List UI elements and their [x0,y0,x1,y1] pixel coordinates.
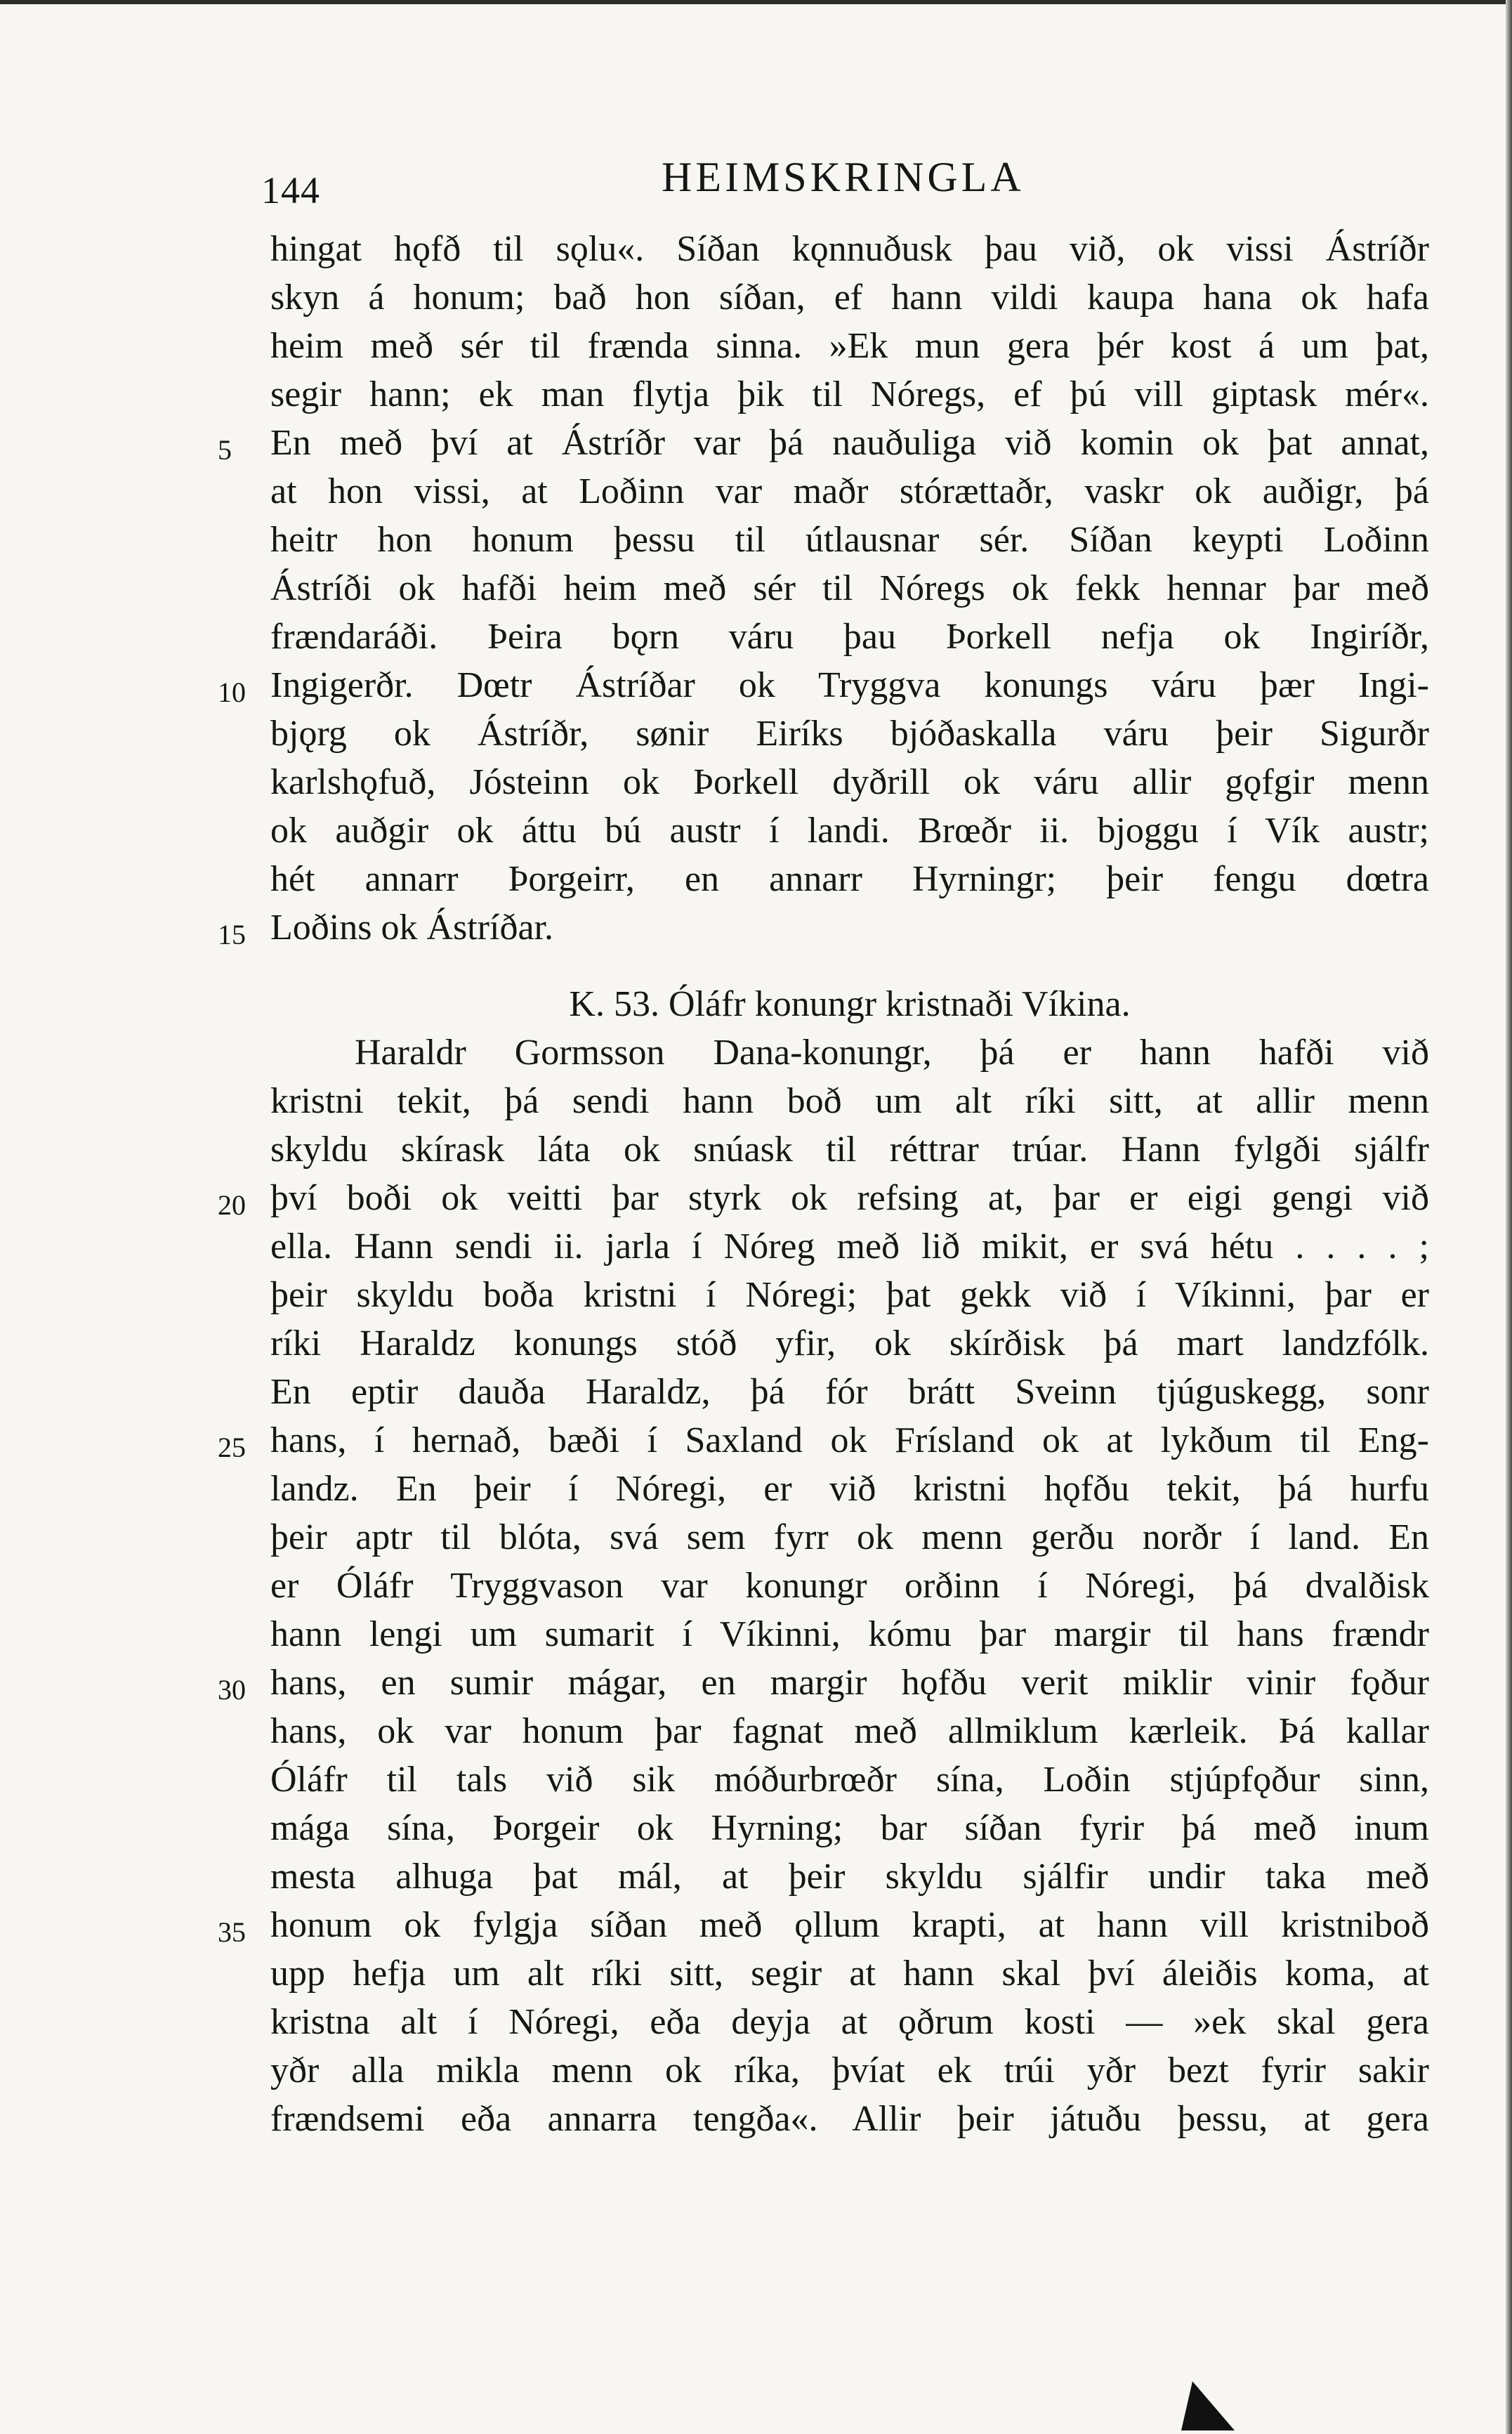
text-line [218,1901,1429,1949]
line-text: þeir skyldu boða kristni í Nóregi; þat gekk við í Víkinni, þar er [270,1275,1429,1315]
text-line [270,1125,1429,1174]
text-line [270,1271,1429,1319]
text-line [270,2046,1429,2095]
line-text: hans, í hernað, bæði í Saxland ok Frísland ok at lykðum til Eng- [270,1420,1429,1460]
text-line [270,855,1429,903]
line-text: En eptir dauða Haraldz, þá fór brátt Sveinn tjúguskegg, sonr [270,1372,1429,1412]
text-line [270,1465,1429,1513]
line-number: 35 [218,1916,246,1948]
line-text: bjǫrg ok Ástríðr, sønir Eiríks bjóðaskalla váru þeir Sigurðr [270,714,1429,754]
text-line [270,1222,1429,1271]
bookmark-ribbon-mark [1181,2381,1235,2430]
chapter-heading-text: K. 53. Óláfr konungr kristnaði Víkina. [569,984,1131,1024]
line-text: frændsemi eða annarra tengða«. Allir þeir játuðu þessu, at gera [270,2099,1429,2139]
line-number: 15 [218,919,246,950]
line-text: En með því at Ástríðr var þá nauðuliga við komin ok þat annat, [270,423,1429,463]
line-text: heitr hon honum þessu til útlausnar sér. Síðan keypti Loðinn [270,520,1429,560]
text-line [270,1852,1429,1901]
line-text: yðr alla mikla menn ok ríka, þvíat ek trúi yðr bezt fyrir sakir [270,2050,1429,2091]
text-line [270,1368,1429,1416]
text-line [270,1319,1429,1368]
text-line [270,806,1429,855]
text-line [270,370,1429,419]
line-text: kristna alt í Nóregi, eða deyja at ǫðrum kosti — »ek skal gera [270,2002,1429,2042]
page-top-edge [0,0,1512,4]
text-line [218,1416,1429,1465]
text-line [270,1028,1429,1077]
text-line [270,1610,1429,1658]
line-text: hans, ok var honum þar fagnat með allmiklum kærleik. Þá kallar [270,1711,1429,1751]
line-text: þeir aptr til blóta, svá sem fyrr ok menn gerðu norðr í land. En [270,1517,1429,1557]
text-line [270,2095,1429,2143]
line-text: mága sína, Þorgeir ok Hyrning; bar síðan fyrir þá með inum [270,1808,1429,1848]
line-text: hét annarr Þorgeirr, en annarr Hyrningr; þeir fengu dœtra [270,859,1429,899]
line-text: ok auðgir ok áttu bú austr í landi. Brœðr ii. bjoggu í Vík austr; [270,811,1429,851]
text-line [270,1562,1429,1610]
chapter-gap [270,952,1429,980]
line-text: landz. En þeir í Nóregi, er við kristni hǫfðu tekit, þá hurfu [270,1469,1429,1509]
line-text: ella. Hann sendi ii. jarla í Nóreg með lið mikit, er svá hétu . . . . ; [270,1226,1429,1267]
text-body [218,225,1429,2143]
line-number: 5 [218,434,232,466]
text-line [270,1707,1429,1755]
line-text: frændaráði. Þeira bǫrn váru þau Þorkell nefja ok Ingiríðr, [270,617,1429,657]
text-line [270,709,1429,758]
line-text: kristni tekit, þá sendi hann boð um alt ríki sitt, at allir menn [270,1081,1429,1121]
running-head: HEIMSKRINGLA [662,154,1025,200]
text-line [270,758,1429,806]
page-header [261,153,1434,216]
line-text: er Óláfr Tryggvason var konungr orðinn í Nóregi, þá dvalðisk [270,1566,1429,1606]
text-block-part1 [218,225,1429,952]
line-text: Loðins ok Ástríðar. [270,908,553,948]
text-line [270,1998,1429,2046]
line-text: skyn á honum; bað hon síðan, ef hann vildi kaupa hana ok hafa [270,277,1429,318]
line-text: hann lengi um sumarit í Víkinni, kómu þar margir til hans frændr [270,1614,1429,1654]
text-line [218,1658,1429,1707]
text-block-part2 [218,1028,1429,2143]
text-line [270,564,1429,613]
line-number: 25 [218,1432,246,1463]
text-line [270,613,1429,661]
line-text: heim með sér til frænda sinna. »Ek mun gera þér kost á um þat, [270,326,1429,366]
line-text: at hon vissi, at Loðinn var maðr stórættaðr, vaskr ok auðigr, þá [270,471,1429,511]
line-text: karlshǫfuð, Jósteinn ok Þorkell dyðrill ok váru allir gǫfgir menn [270,762,1429,802]
text-line [270,1949,1429,1998]
text-line [270,273,1429,322]
text-line [270,322,1429,370]
page-right-edge [1506,0,1512,2434]
line-text: honum ok fylgja síðan með ǫllum krapti, at hann vill kristniboð [270,1905,1429,1945]
line-text: segir hann; ek man flytja þik til Nóregs, ef þú vill giptask mér«. [270,374,1429,414]
line-text: því boði ok veitti þar styrk ok refsing at, þar er eigi gengi við [270,1178,1429,1218]
text-line [270,1513,1429,1562]
text-line [218,903,1429,952]
line-text: hans, en sumir mágar, en margir hǫfðu verit miklir vinir fǫður [270,1663,1429,1703]
text-line [270,225,1429,273]
text-line [270,516,1429,564]
text-line [218,661,1429,709]
line-text: Ástríði ok hafði heim með sér til Nóregs ok fekk hennar þar með [270,568,1429,608]
line-text: ríki Haraldz konungs stóð yfir, ok skírðisk þá mart landzfólk. [270,1323,1429,1363]
line-number: 20 [218,1189,246,1221]
text-line [270,1077,1429,1125]
page-number: 144 [261,169,320,211]
line-text: skyldu skírask láta ok snúask til réttrar trúar. Hann fylgði sjálfr [270,1130,1429,1170]
line-text: Óláfr til tals við sik móðurbrœðr sína, Loðin stjúpfǫður sinn, [270,1760,1429,1800]
line-text: Ingigerðr. Dœtr Ástríðar ok Tryggva konungs váru þær Ingi- [270,665,1429,705]
line-number: 30 [218,1674,246,1706]
text-line [218,1174,1429,1222]
line-text: upp hefja um alt ríki sitt, segir at hann skal því áleiðis koma, at [270,1954,1429,1994]
text-line [218,419,1429,467]
line-text: mesta alhuga þat mál, at þeir skyldu sjálfir undir taka með [270,1857,1429,1897]
text-line [270,467,1429,516]
line-number: 10 [218,676,246,708]
line-text: hingat hǫfð til sǫlu«. Síðan kǫnnuðusk þau við, ok vissi Ástríðr [270,229,1429,269]
text-line [270,1755,1429,1804]
chapter-heading [270,980,1429,1028]
text-line [270,1804,1429,1852]
line-text: Haraldr Gormsson Dana-konungr, þá er hann hafði við [355,1033,1429,1073]
